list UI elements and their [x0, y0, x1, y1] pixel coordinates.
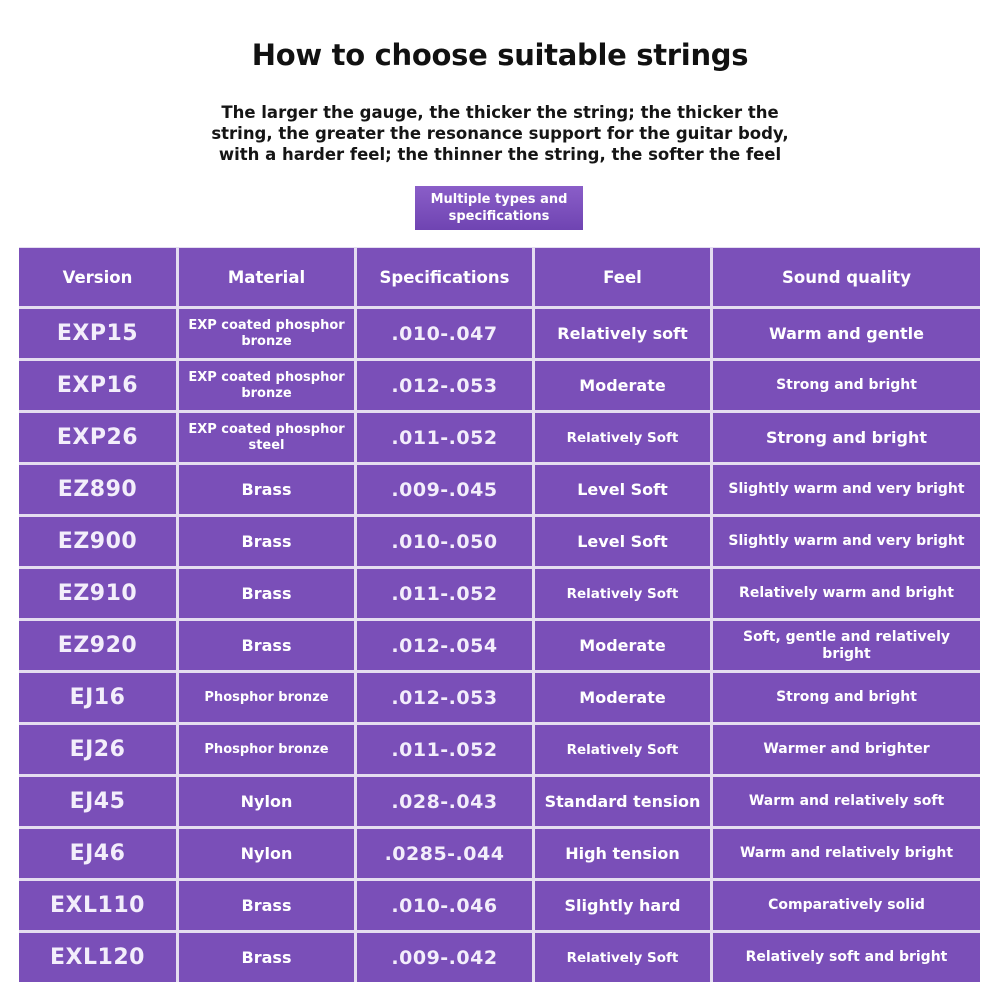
page-title: How to choose suitable strings	[251, 38, 749, 72]
cell-specification: .011-.052	[354, 725, 532, 774]
cell-material: Nylon	[176, 777, 354, 826]
page-subtitle: The larger the gauge, the thicker the string; the thicker the string, the greater the resonance support for the guitar body, with a harder feel; the thinner the string, the softer the feel	[211, 103, 789, 164]
cell-version: EZ910	[19, 569, 176, 618]
cell-sound-quality: Comparatively solid	[710, 881, 980, 930]
strings-table	[19, 245, 980, 985]
table-row	[19, 413, 980, 462]
header-specifications: Specifications	[354, 248, 532, 306]
cell-sound-quality: Strong and bright	[710, 413, 980, 462]
cell-material: Brass	[176, 517, 354, 566]
table-row	[19, 569, 980, 618]
cell-material: EXP coated phosphor bronze	[176, 361, 354, 410]
cell-material: Phosphor bronze	[176, 673, 354, 722]
cell-sound-quality: Relatively warm and bright	[710, 569, 980, 618]
cell-version: EZ900	[19, 517, 176, 566]
strings-table-container	[19, 247, 980, 981]
cell-feel: Standard tension	[532, 777, 710, 826]
cell-feel: Moderate	[532, 673, 710, 722]
cell-material: Phosphor bronze	[176, 725, 354, 774]
cell-material: Brass	[176, 933, 354, 982]
cell-version: EZ920	[19, 621, 176, 670]
cell-feel: Level Soft	[532, 517, 710, 566]
table-row	[19, 777, 980, 826]
table-row	[19, 673, 980, 722]
table-row	[19, 309, 980, 358]
cell-material: Nylon	[176, 829, 354, 878]
cell-specification: .010-.050	[354, 517, 532, 566]
cell-material: Brass	[176, 621, 354, 670]
header-material: Material	[176, 248, 354, 306]
cell-version: EJ46	[19, 829, 176, 878]
cell-specification: .009-.045	[354, 465, 532, 514]
table-header-row	[19, 248, 980, 306]
cell-sound-quality: Warm and gentle	[710, 309, 980, 358]
cell-specification: .011-.052	[354, 413, 532, 462]
cell-material: Brass	[176, 569, 354, 618]
cell-version: EJ45	[19, 777, 176, 826]
cell-feel: Level Soft	[532, 465, 710, 514]
cell-version: EZ890	[19, 465, 176, 514]
cell-sound-quality: Strong and bright	[710, 673, 980, 722]
table-row	[19, 881, 980, 930]
cell-feel: Relatively Soft	[532, 569, 710, 618]
table-row	[19, 933, 980, 982]
cell-material: EXP coated phosphor steel	[176, 413, 354, 462]
cell-sound-quality: Warm and relatively bright	[710, 829, 980, 878]
cell-specification: .010-.047	[354, 309, 532, 358]
cell-feel: Relatively Soft	[532, 413, 710, 462]
cell-sound-quality: Slightly warm and very bright	[710, 517, 980, 566]
cell-sound-quality: Soft, gentle and relatively bright	[710, 621, 980, 670]
cell-version: EXP26	[19, 413, 176, 462]
cell-material: EXP coated phosphor bronze	[176, 309, 354, 358]
cell-specification: .012-.053	[354, 361, 532, 410]
cell-feel: Moderate	[532, 621, 710, 670]
table-row	[19, 517, 980, 566]
table-row	[19, 621, 980, 670]
cell-material: Brass	[176, 881, 354, 930]
cell-version: EXP15	[19, 309, 176, 358]
cell-sound-quality: Warmer and brighter	[710, 725, 980, 774]
cell-specification: .009-.042	[354, 933, 532, 982]
cell-specification: .011-.052	[354, 569, 532, 618]
cell-feel: Moderate	[532, 361, 710, 410]
cell-specification: .0285-.044	[354, 829, 532, 878]
cell-version: EXL110	[19, 881, 176, 930]
cell-version: EXL120	[19, 933, 176, 982]
table-row	[19, 829, 980, 878]
header-feel: Feel	[532, 248, 710, 306]
cell-specification: .010-.046	[354, 881, 532, 930]
cell-feel: Relatively Soft	[532, 725, 710, 774]
cell-specification: .028-.043	[354, 777, 532, 826]
cell-sound-quality: Relatively soft and bright	[710, 933, 980, 982]
table-body	[19, 309, 980, 982]
table-row	[19, 361, 980, 410]
header-sound-quality: Sound quality	[710, 248, 980, 306]
cell-feel: Slightly hard	[532, 881, 710, 930]
cell-specification: .012-.054	[354, 621, 532, 670]
cell-sound-quality: Strong and bright	[710, 361, 980, 410]
cell-version: EXP16	[19, 361, 176, 410]
cell-specification: .012-.053	[354, 673, 532, 722]
cell-feel: Relatively Soft	[532, 933, 710, 982]
table-row	[19, 725, 980, 774]
cell-version: EJ26	[19, 725, 176, 774]
cell-version: EJ16	[19, 673, 176, 722]
cell-material: Brass	[176, 465, 354, 514]
cell-feel: High tension	[532, 829, 710, 878]
header-version: Version	[19, 248, 176, 306]
cell-sound-quality: Warm and relatively soft	[710, 777, 980, 826]
types-badge: Multiple types and specifications	[415, 186, 583, 230]
table-row	[19, 465, 980, 514]
cell-feel: Relatively soft	[532, 309, 710, 358]
cell-sound-quality: Slightly warm and very bright	[710, 465, 980, 514]
